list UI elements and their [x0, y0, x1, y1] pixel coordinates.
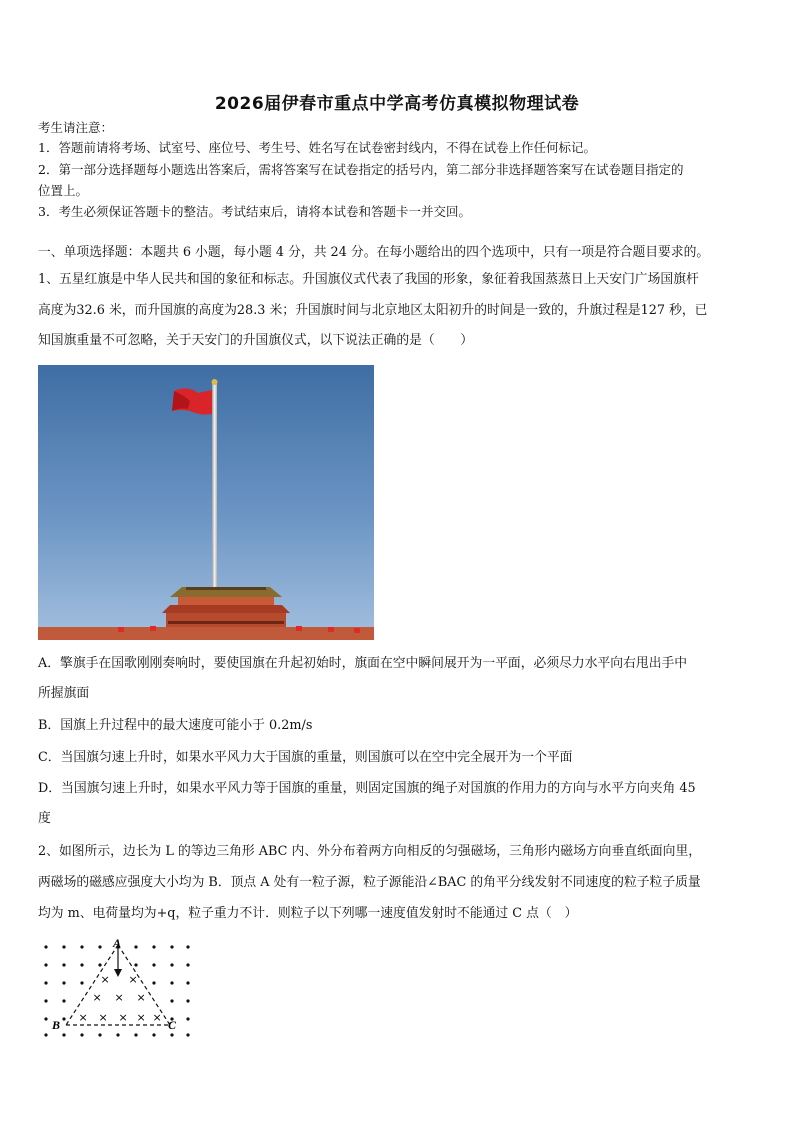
field-dot	[44, 945, 47, 948]
vertex-label-a: A	[113, 937, 122, 950]
field-cross: ×	[100, 973, 110, 986]
field-dot	[186, 945, 189, 948]
field-dot	[170, 981, 173, 984]
field-dot	[80, 1033, 83, 1036]
q1-line-2: 高度为32.6 米，而升国旗的高度为28.3 米；升国旗时间与北京地区太阳初升的时间是一致的，升旗过程是127 秒，已	[38, 303, 708, 318]
field-dot	[44, 981, 47, 984]
q1-line-3: 知国旗重量不可忽略，关于天安门的升国旗仪式，以下说法正确的是（ ）	[38, 333, 474, 348]
field-dot	[44, 963, 47, 966]
field-dot	[186, 981, 189, 984]
field-dot	[44, 1017, 47, 1020]
field-cross: ×	[114, 991, 124, 1004]
section-heading: 一、单项选择题：本题共 6 小题，每小题 4 分，共 24 分。在每小题给出的四个选项中，只有一项是符合题目要求的。	[38, 245, 710, 260]
flag-photo-illustration	[38, 365, 374, 640]
q1-option-a: A．擎旗手在国歌刚刚奏响时，要使国旗在升起初始时，旗面在空中瞬间展开为一平面，必须尽力水平向右甩出手中	[38, 656, 688, 671]
field-dot	[98, 1033, 101, 1036]
field-cross: ×	[92, 991, 102, 1004]
field-cross: ×	[136, 991, 146, 1004]
field-dot	[62, 1033, 65, 1036]
notice-heading: 考生请注意：	[38, 120, 114, 135]
field-cross: ×	[78, 1011, 88, 1024]
notice-item-1: 1．答题前请将考场、试室号、座位号、考生号、姓名写在试卷密封线内，不得在试卷上作任何标记。	[38, 140, 596, 155]
field-dot	[170, 945, 173, 948]
notice-item-2-cont: 位置上。	[38, 183, 89, 198]
field-dot	[186, 963, 189, 966]
field-dot	[98, 945, 101, 948]
field-dot	[152, 963, 155, 966]
field-cross: ×	[136, 1011, 146, 1024]
field-cross: ×	[118, 1011, 128, 1024]
field-dot	[152, 981, 155, 984]
field-dot	[80, 981, 83, 984]
field-dot	[80, 963, 83, 966]
field-dot	[152, 1033, 155, 1036]
field-dot	[98, 963, 101, 966]
vertex-label-c: C	[168, 1018, 177, 1032]
field-dot	[44, 999, 47, 1002]
field-dot	[116, 1033, 119, 1036]
q1-option-a-cont: 所握旗面	[38, 686, 90, 701]
field-dot	[62, 963, 65, 966]
q1-option-d-cont: 度	[38, 811, 51, 826]
field-dot	[186, 1033, 189, 1036]
magnetic-field-diagram	[36, 937, 196, 1041]
field-dot	[62, 945, 65, 948]
notice-item-3: 3．考生必须保证答题卡的整洁。考试结束后，请将本试卷和答题卡一并交回。	[38, 204, 471, 219]
field-cross: ×	[98, 1011, 108, 1024]
q2-line-3: 均为 m、电荷量均为+q，粒子重力不计．则粒子以下列哪一速度值发射时不能通过 C 点（ ）	[38, 906, 578, 921]
field-dot	[62, 1017, 65, 1020]
vertex-label-b: B	[52, 1018, 61, 1032]
field-dot	[62, 981, 65, 984]
flag-photo	[38, 365, 374, 640]
field-dot	[80, 945, 83, 948]
field-cross: ×	[128, 973, 138, 986]
q2-line-1: 2、如图所示，边长为 L 的等边三角形 ABC 内、外分布着两方向相反的匀强磁场，三角形内磁场方向垂直纸面向里，	[38, 844, 702, 859]
field-dot	[186, 999, 189, 1002]
field-cross: ×	[152, 1011, 162, 1024]
field-dot	[170, 999, 173, 1002]
field-dot	[134, 963, 137, 966]
q1-option-b: B．国旗上升过程中的最大速度可能小于 0.2m/s	[38, 718, 313, 733]
field-dot	[134, 1033, 137, 1036]
triangle-figure	[36, 937, 196, 1041]
field-dot	[44, 1033, 47, 1036]
q2-line-2: 两磁场的磁感应强度大小均为 B．顶点 A 处有一粒子源，粒子源能沿∠BAC 的角平分线发射不同速度的粒子粒子质量	[38, 875, 701, 890]
q1-option-c: C．当国旗匀速上升时，如果水平风力大于国旗的重量，则国旗可以在空中完全展开为一个平面	[38, 750, 573, 765]
notice-item-2: 2．第一部分选择题每小题选出答案后，需将答案写在试卷指定的括号内，第二部分非选择题答案写在试卷题目指定的	[38, 162, 684, 177]
field-dot	[186, 1017, 189, 1020]
field-dot	[134, 945, 137, 948]
field-dot	[170, 1033, 173, 1036]
field-dot	[62, 999, 65, 1002]
field-dot	[170, 963, 173, 966]
q1-option-d: D．当国旗匀速上升时，如果水平风力等于国旗的重量，则固定国旗的绳子对国旗的作用力的方向与水平方向夹角 45	[38, 781, 696, 796]
exam-title: 2026届伊春市重点中学高考仿真模拟物理试卷	[214, 94, 580, 114]
field-dot	[152, 945, 155, 948]
q1-line-1: 1、五星红旗是中华人民共和国的象征和标志。升国旗仪式代表了我国的形象，象征着我国蒸蒸日上天安门广场国旗杆	[38, 272, 699, 287]
